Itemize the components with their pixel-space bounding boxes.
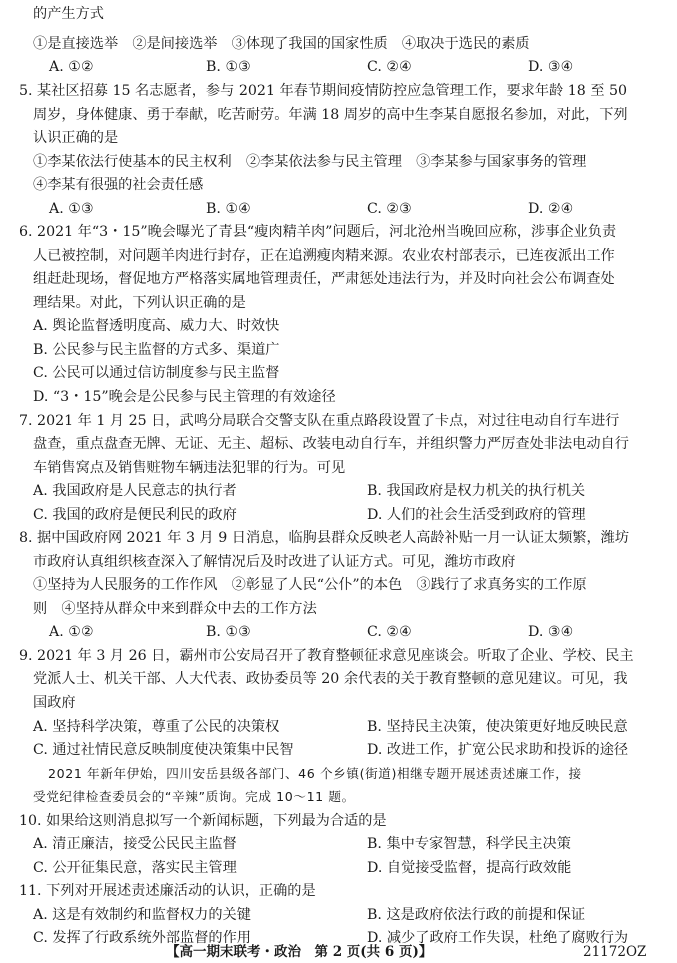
q11-options-row-1 xyxy=(0,904,677,926)
q8-statements-2: 则 ④坚持从群众中来到群众中去的工作方法 xyxy=(33,601,317,617)
q7-stem-line-2: 盘查，重点盘查无牌、无证、无主、超标、改装电动自行车，并组织警力严厉查处非法电动自行 xyxy=(33,436,629,452)
material-line-2: 受党纪律检查委员会的“辛辣”质询。完成 10～11 题。 xyxy=(33,789,355,804)
q4-options xyxy=(0,56,677,78)
q5-stem-line-1: 5. 某社区招募 15 名志愿者，参与 2021 年春节期间疫情防控应急管理工作，要求年龄 18 至 50 xyxy=(19,83,628,99)
q11-option-d: D. 减少了政府工作失误，杜绝了腐败行为 xyxy=(367,930,629,946)
material-line-1: 2021 年新年伊始，四川安岳县级各部门、46 个乡镇(街道)相继专题开展述责述廉工作，接 xyxy=(48,766,582,781)
q10-options-row-1 xyxy=(0,833,677,855)
q9-options-row-1 xyxy=(0,716,677,738)
q11-option-c: C. 发挥了行政系统外部监督的作用 xyxy=(33,930,251,946)
q10-stem: 10. 如果给这则消息拟写一个新闻标题，下列最为合适的是 xyxy=(19,813,387,829)
q6-stem-line-3: 组赶赴现场，督促地方严格落实属地管理责任，严肃惩处违法行为，并及时向社会公布调查处 xyxy=(33,271,615,287)
q7-option-b: B. 我国政府是权力机关的执行机关 xyxy=(367,483,586,499)
q8-option-a: A. ①② xyxy=(49,624,94,640)
q5-option-a: A. ①③ xyxy=(49,201,94,217)
q9-option-a: A. 坚持科学决策，尊重了公民的决策权 xyxy=(33,719,280,735)
q8-statements-1: ①坚持为人民服务的工作作风 ②彰显了人民“公仆”的本色 ③践行了求真务实的工作原 xyxy=(33,577,587,593)
q11-stem: 11. 下列对开展述责述廉活动的认识，正确的是 xyxy=(19,883,316,899)
q6-option-b: B. 公民参与民主监督的方式多、渠道广 xyxy=(33,342,280,358)
footer-exam-code: 21172OZ xyxy=(583,944,647,960)
q9-stem-line-1: 9. 2021 年 3 月 26 日，霸州市公安局召开了教育整顿征求意见座谈会。听取了企业、学校、民主 xyxy=(19,648,634,664)
q8-options xyxy=(0,621,677,643)
q11-option-b: B. 这是政府依法行政的前提和保证 xyxy=(367,907,586,923)
q10-option-c: C. 公开征集民意，落实民主管理 xyxy=(33,860,237,876)
q7-option-d: D. 人们的社会生活受到政府的管理 xyxy=(367,507,586,523)
q4-option-d: D. ③④ xyxy=(528,59,574,75)
q6-stem-line-4: 理结果。对此，下列认识正确的是 xyxy=(33,295,246,311)
q10-options-row-2 xyxy=(0,857,677,879)
q6-option-a: A. 舆论监督透明度高、威力大、时效快 xyxy=(33,318,280,334)
q4-statements: ①是直接选举 ②是间接选举 ③体现了我国的国家性质 ④取决于选民的素质 xyxy=(33,36,530,52)
q5-options xyxy=(0,198,677,220)
page-footer xyxy=(0,941,677,963)
q4-option-a: A. ①② xyxy=(49,59,94,75)
q5-option-d: D. ②④ xyxy=(528,201,574,217)
q4-stem-line: 的产生方式 xyxy=(33,6,104,22)
q7-stem-line-1: 7. 2021 年 1 月 25 日，武鸣分局联合交警支队在重点路段设置了卡点，对过往电动自行车进行 xyxy=(19,413,620,429)
q9-option-b: B. 坚持民主决策，使决策更好地反映民意 xyxy=(367,719,628,735)
q7-stem-line-3: 车销售窝点及销售赃物车辆违法犯罪的行为。可见 xyxy=(33,460,346,476)
q6-option-c: C. 公民可以通过信访制度参与民主监督 xyxy=(33,365,280,381)
q9-option-d: D. 改进工作，扩宽公民求助和投诉的途径 xyxy=(367,742,629,758)
q8-stem-line-2: 市政府认真组织核查深入了解情况后及时改进了认证方式。可见，潍坊市政府 xyxy=(33,554,516,570)
q5-statements-2: ④李某有很强的社会责任感 xyxy=(33,177,204,193)
q9-option-c: C. 通过社情民意反映制度使决策集中民智 xyxy=(33,742,294,758)
q8-option-b: B. ①③ xyxy=(206,624,251,640)
q4-option-c: C. ②④ xyxy=(367,59,412,75)
q5-stem-line-2: 周岁，身体健康、勇于奉献，吃苦耐劳。年满 18 周岁的高中生李某自愿报名参加，对此，下列 xyxy=(33,107,628,123)
q6-stem-line-1: 6. 2021 年“3・15”晚会曝光了青县“瘦肉精羊肉”问题后，河北沧州当晚回应称，涉事企业负责 xyxy=(19,224,617,240)
q10-option-d: D. 自觉接受监督，提高行政效能 xyxy=(367,860,572,876)
q9-options-row-2 xyxy=(0,739,677,761)
q10-option-a: A. 清正廉洁，接受公民民主监督 xyxy=(33,836,237,852)
q7-options-row-1 xyxy=(0,480,677,502)
q9-stem-line-3: 国政府 xyxy=(33,695,76,711)
footer-page-info: 【高一期末联考・政治 第 2 页(共 6 页)】 xyxy=(166,944,433,960)
q7-options-row-2 xyxy=(0,504,677,526)
q11-option-a: A. 这是有效制约和监督权力的关键 xyxy=(33,907,251,923)
q5-statements-1: ①李某依法行使基本的民主权利 ②李某依法参与民主管理 ③李某参与国家事务的管理 xyxy=(33,154,587,170)
q8-stem-line-1: 8. 据中国政府网 2021 年 3 月 9 日消息，临朐县群众反映老人高龄补贴一月一认证太频繁，潍坊 xyxy=(19,530,630,546)
q7-option-a: A. 我国政府是人民意志的执行者 xyxy=(33,483,237,499)
q8-option-c: C. ②④ xyxy=(367,624,412,640)
q8-option-d: D. ③④ xyxy=(528,624,574,640)
q6-option-d: D. “3・15”晚会是公民参与民主管理的有效途径 xyxy=(33,389,336,405)
q5-option-b: B. ①④ xyxy=(206,201,251,217)
q4-option-b: B. ①③ xyxy=(206,59,251,75)
q7-option-c: C. 我国的政府是便民利民的政府 xyxy=(33,507,237,523)
q9-stem-line-2: 党派人士、机关干部、人大代表、政协委员等 20 余代表的关于教育整顿的意见建议。可见，我 xyxy=(33,671,628,687)
q6-stem-line-2: 人已被控制，对问题羊肉进行封存，正在追溯瘦肉精来源。农业农村部表示，已连夜派出工作 xyxy=(33,248,615,264)
q5-option-c: C. ②③ xyxy=(367,201,412,217)
q10-option-b: B. 集中专家智慧，科学民主决策 xyxy=(367,836,571,852)
q5-stem-line-3: 认识正确的是 xyxy=(33,130,119,146)
